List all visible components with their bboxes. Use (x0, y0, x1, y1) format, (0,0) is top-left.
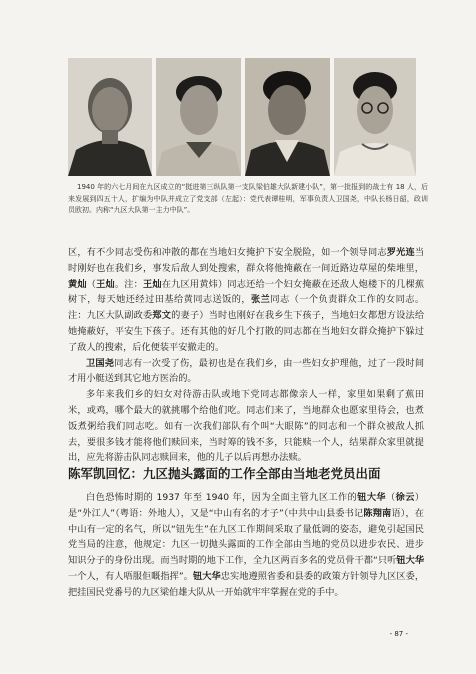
portrait-3-image (245, 58, 330, 176)
paragraph-1: 区，有不少同志受伤和冲散的都在当地妇女掩护下安全脱险，如一个领导同志罗光连当时刚好也在我们乡，事发后敌人到处搜索，群众将他掩蔽在一间近路边草屋的柴堆里，黄灿（王灿。注：王灿在九区用黄炜）同志还给一个妇女掩蔽在还敌人炮楼下的几棵蕉树下，每天她还经过田基给黄同志送饭的，张兰同志（一个负责群众工作的女同志。注：九区大队副政委郑文的妻子）当时也刚好在我乡生下孩子，当地妇女都想方设法给她掩蔽好，平安生下孩子。还有其他的好几个打散的同志都在当地妇女群众掩护下躲过了敌人的搜索，后化便装平安撤走的。 卫国尧同志有一次受了伤，最初也是在我们乡，由一些妇女护理他，过了一段时间才用小艇送到其它地方医治的。 多年来我们乡的妇女对待游击队或地下党同志都像亲人一样，家里如果剩了蕉田米，或鸡，哪个最大的就挑哪个给他们吃。同志们来了，当地群众也愿家里待会，也煮饭煮粥给我们同志吃。如有一次我们部队有个叫“大眼陈”的同志和一个群众被敌人抓去，要很多钱才能将他们赎回来，当时筹的钱不多，只能赎一个人，结果群众家里就提出，应先将游击队同志赎回来，他的儿子以后再想办法赎。 (68, 245, 424, 466)
portrait-photo-strip (68, 58, 416, 176)
portrait-photo-3 (245, 58, 330, 176)
portrait-1-image (68, 58, 152, 176)
portrait-photo-4 (334, 58, 416, 176)
portrait-photo-2 (156, 58, 241, 176)
section-heading: 陈军凯回忆：九区抛头露面的工作全部由当地老党员出面 (68, 466, 381, 481)
portrait-photo-1 (68, 58, 152, 176)
paragraph-3: 白色恐怖时期的 1937 年至 1940 年，因为全面主管九区工作的钮大华（徐云）是“外江人”（粤语：外地人），又是“中山有名的才子”（中共中山县委书记陈翔南语），在中山有一定的名气，所以“钮先生”在九区工作期间采取了量低调的姿态，避免引起国民党当局的注意，他规定：九区一切抛头露面的工作全部由当地的党员以进步农民、进步知识分子的身份出现。而当时期的地下工作，全九区两百多名的党员骨干都“只听钮大华一个人，有人唔服佢嘅指挥”。钮大华忠实地遵照省委和县委的政策方针领导九区区委，把挂国民党番号的九区梁伯雄大队从一开始就牢牢掌握在党的手中。 (68, 492, 425, 598)
portrait-4-image (334, 58, 416, 176)
photo-caption: 1940 年的六七月间在九区成立的“挺进第三纵队第一支队梁伯雄大队新建小队”，第一批报到的战士有 18 人，后来发展到四五十人，扩编为中队并成立了党支部（左起）：党代表谭桂明，军事负责人卫国尧，中队长杨日韶，政训员欧初。内称“九区大队第一主力中队”。 (68, 183, 428, 214)
portrait-2-image (156, 58, 241, 176)
paragraph-2-text: 多年来我们乡的妇女对待游击队或地下党同志都像亲人一样，家里如果剩了蕉田米，或鸡，哪个最大的就挑哪个给他们吃。同志们来了，当地群众也愿家里待会，也煮饭煮粥给我们同志吃。如有一次我们部队有个叫“大眼陈”的同志和一个群众被敌人抓去，要很多钱才能将他们赎回来，当时筹的钱不多，只能赎一个人，结果群众家里就提出，应先将游击队同志赎回来，他的儿子以后再想办法赎。 (68, 389, 424, 464)
page-number: - 87 - (389, 630, 408, 638)
